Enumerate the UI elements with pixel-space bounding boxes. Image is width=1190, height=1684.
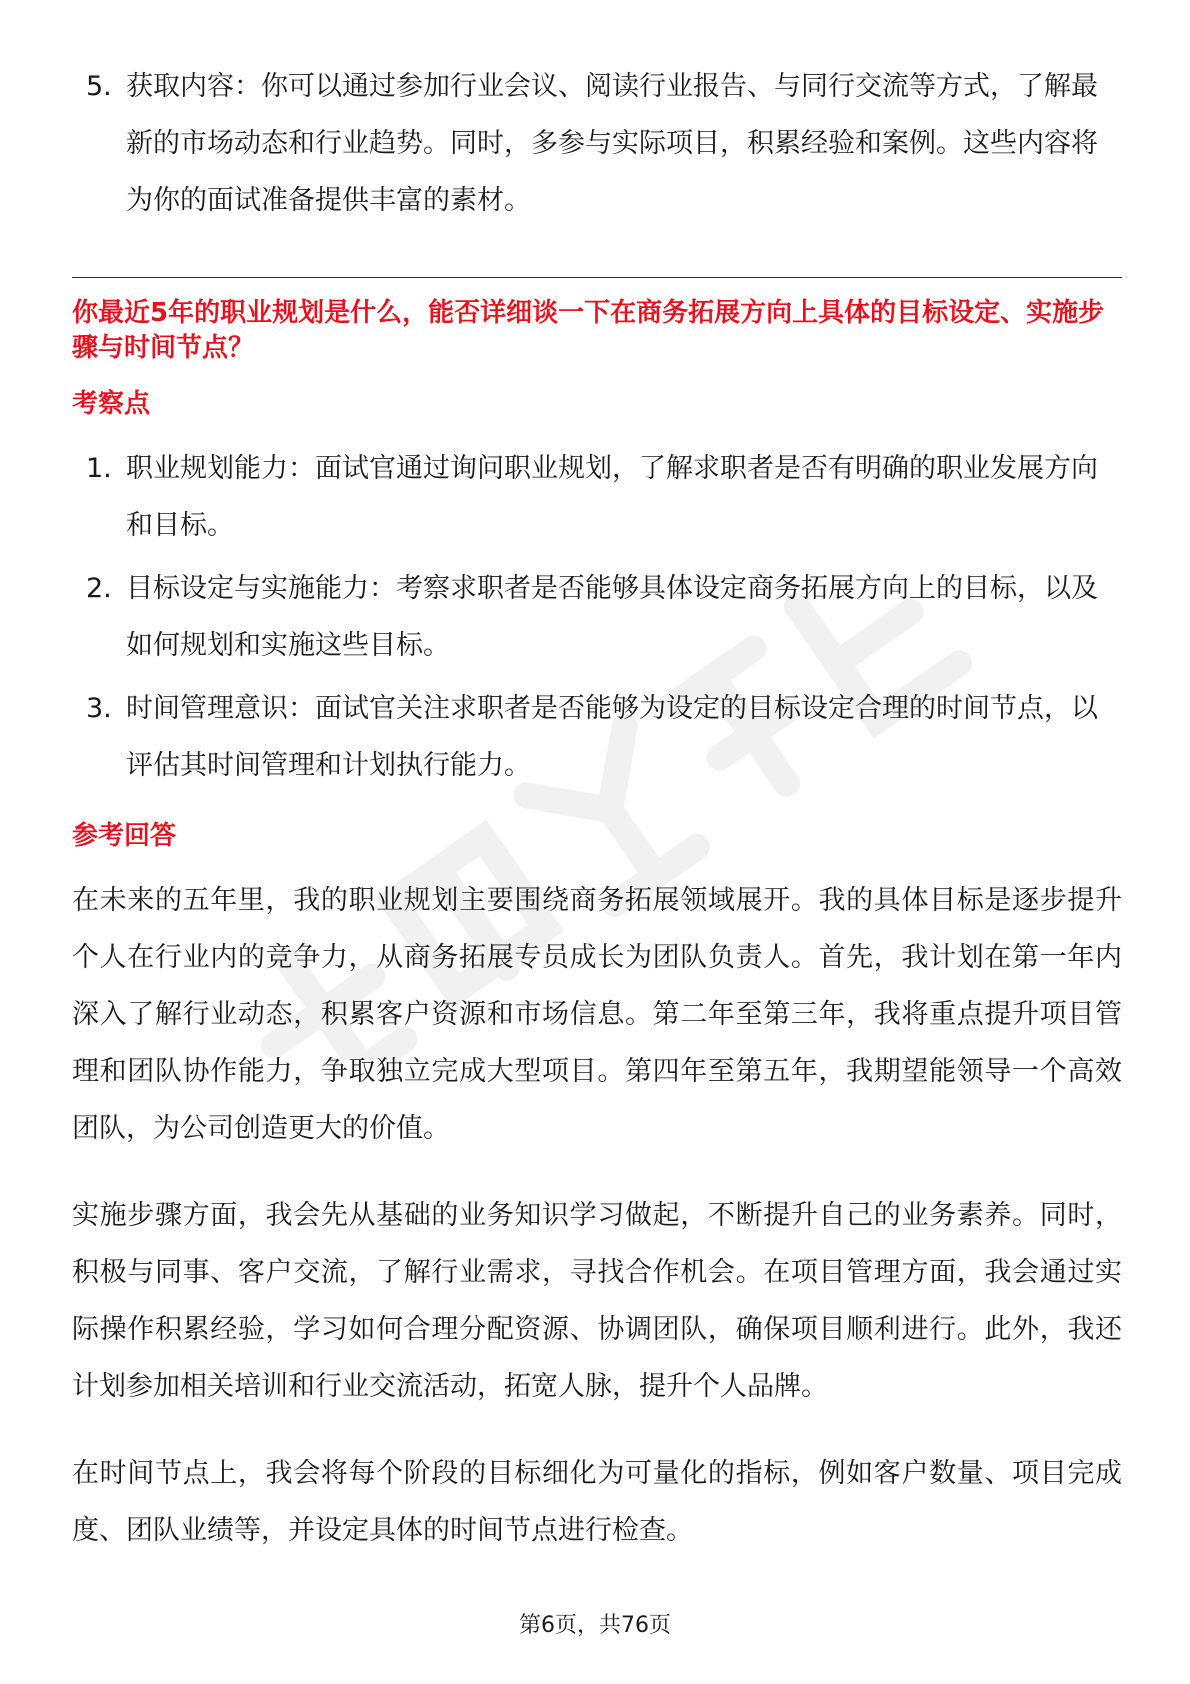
list-text: 职业规划能力：面试官通过询问职业规划，了解求职者是否有明确的职业发展方向和目标。 (126, 453, 1098, 541)
list-number: 3. (86, 693, 112, 724)
list-text: 目标设定与实施能力：考察求职者是否能够具体设定商务拓展方向上的目标，以及如何规划和实施这些目标。 (126, 573, 1098, 661)
list-number: 5. (86, 71, 112, 102)
page-footer: 第6页，共76页 (519, 1613, 671, 1638)
page-content (72, 58, 1122, 1589)
answer-paragraph: 在未来的五年里，我的职业规划主要围绕商务拓展领域展开。我的具体目标是逐步提升个人在行业内的竞争力，从商务拓展专员成长为团队负责人。首先，我计划在第一年内深入了解行业动态，积累客户资源和市场信息。第二年至第三年，我将重点提升项目管理和团队协作能力，争取独立完成大型项目。第四年至第五年，我期望能领导一个高效团队，为公司创造更大的价值。 (72, 885, 1122, 1144)
interview-question: 你最近5年的职业规划是什么，能否详细谈一下在商务拓展方向上具体的目标设定、实施步骤与时间节点？ (72, 298, 1105, 363)
list-item (72, 440, 1122, 554)
section-divider (72, 277, 1122, 278)
list-text: 获取内容：你可以通过参加行业会议、阅读行业报告、与同行交流等方式，了解最新的市场动态和行业趋势。同时，多参与实际项目，积累经验和案例。这些内容将为你的面试准备提供丰富的素材。 (126, 71, 1098, 216)
list-number: 1. (86, 453, 112, 484)
answer-paragraph: 在时间节点上，我会将每个阶段的目标细化为可量化的指标，例如客户数量、项目完成度、团队业绩等，并设定具体的时间节点进行检查。 (72, 1458, 1122, 1546)
exam-points-list (72, 440, 1122, 794)
list-text: 时间管理意识：面试官关注求职者是否能够为设定的目标设定合理的时间节点，以评估其时间管理和计划执行能力。 (126, 693, 1098, 781)
list-item (72, 58, 1122, 229)
answer-paragraph: 实施步骤方面，我会先从基础的业务知识学习做起，不断提升自己的业务素养。同时，积极与同事、客户交流，了解行业需求，寻找合作机会。在项目管理方面，我会通过实际操作积累经验，学习如何合理分配资源、协调团队，确保项目顺利进行。此外，我还计划参加相关培训和行业交流活动，拓宽人脉，提升个人品牌。 (72, 1200, 1122, 1402)
exam-points-title: 考察点 (72, 389, 151, 419)
list-number: 2. (86, 573, 112, 604)
list-item (72, 560, 1122, 674)
top-list (72, 58, 1122, 229)
reference-answer-title: 参考回答 (72, 821, 177, 851)
list-item (72, 680, 1122, 794)
